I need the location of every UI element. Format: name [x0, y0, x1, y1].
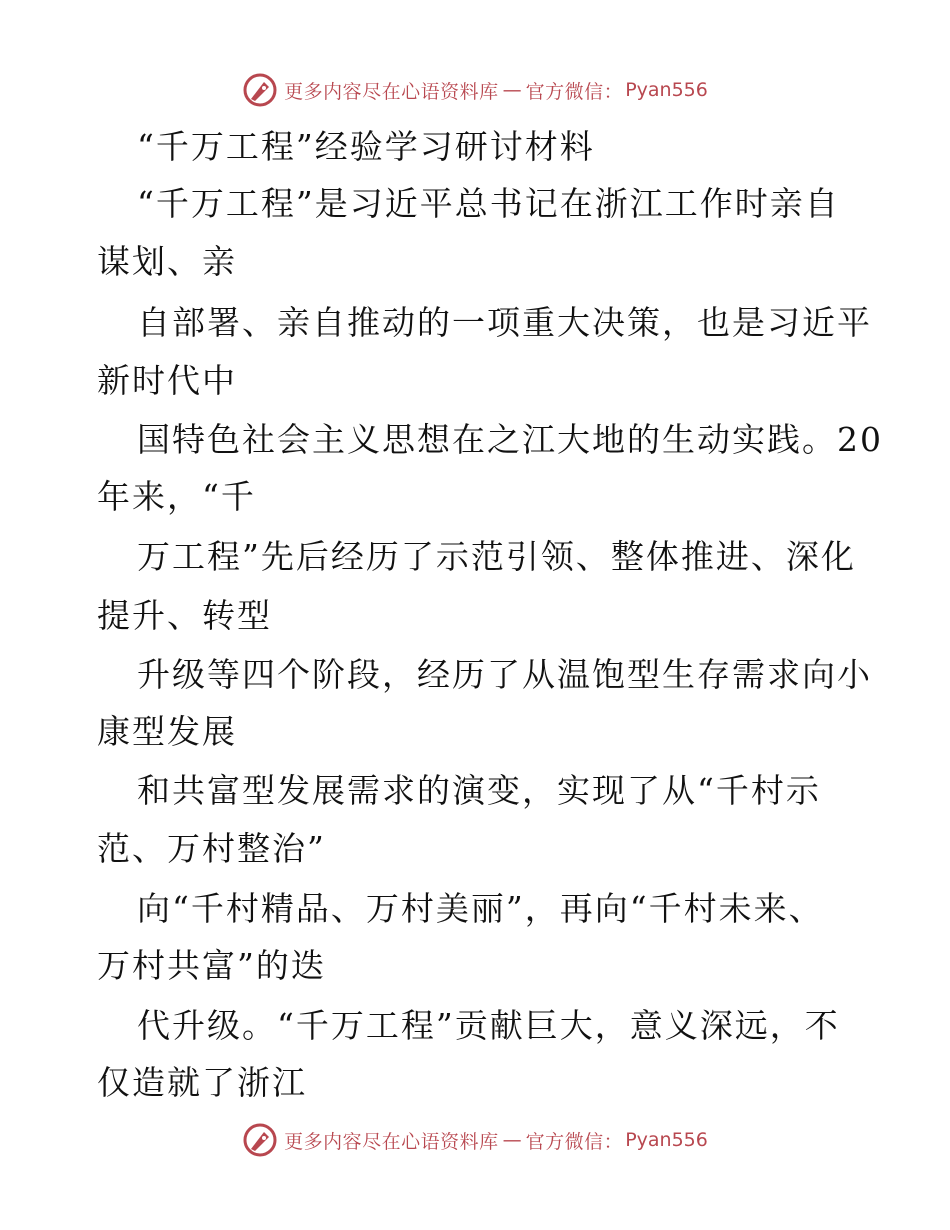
paragraph-line: 新时代中 — [97, 361, 237, 400]
watermark-site-text: 更多内容尽在心语资料库 — [284, 80, 499, 103]
document-title: “千万工程”经验学习研讨材料 — [137, 127, 595, 166]
paragraph-line: 提升、转型 — [97, 596, 272, 635]
paragraph-line: 谋划、亲 — [97, 242, 237, 281]
watermark-dash: — — [502, 1129, 522, 1151]
paragraph-line: 范、万村整治” — [97, 829, 326, 868]
watermark-handle: Pyan556 — [625, 79, 708, 101]
watermark-dash: — — [502, 79, 522, 101]
paragraph-line: 自部署、亲自推动的一项重大决策，也是习近平 — [137, 303, 872, 342]
paragraph-line: 代升级。“千万工程”贡献巨大，意义深远，不 — [137, 1006, 840, 1045]
watermark-wechat-label: 官方微信： — [525, 1130, 624, 1153]
paragraph-line: 康型发展 — [97, 712, 237, 751]
paragraph-line: 仅造就了浙江 — [97, 1063, 307, 1102]
paragraph-line: 年来，“千 — [97, 477, 256, 516]
paragraph-line: 和共富型发展需求的演变，实现了从“千村示 — [137, 771, 821, 810]
paragraph-line: 升级等四个阶段，经历了从温饱型生存需求向小 — [137, 655, 872, 694]
watermark-handle: Pyan556 — [625, 1129, 708, 1151]
paragraph-line: 国特色社会主义思想在之江大地的生动实践。20 — [137, 420, 883, 459]
footer-watermark — [0, 1120, 950, 1160]
pen-nib-circle-icon — [242, 1122, 278, 1158]
watermark-wechat-label: 官方微信： — [525, 80, 624, 103]
paragraph-line: “千万工程”是习近平总书记在浙江工作时亲自 — [137, 184, 840, 223]
watermark-site-text: 更多内容尽在心语资料库 — [284, 1130, 499, 1153]
paragraph-line: 万工程”先后经历了示范引领、整体推进、深化 — [137, 537, 856, 576]
paragraph-line: 向“千村精品、万村美丽”，再向“千村未来、 — [137, 889, 824, 928]
paragraph-line: 万村共富”的迭 — [97, 946, 326, 985]
